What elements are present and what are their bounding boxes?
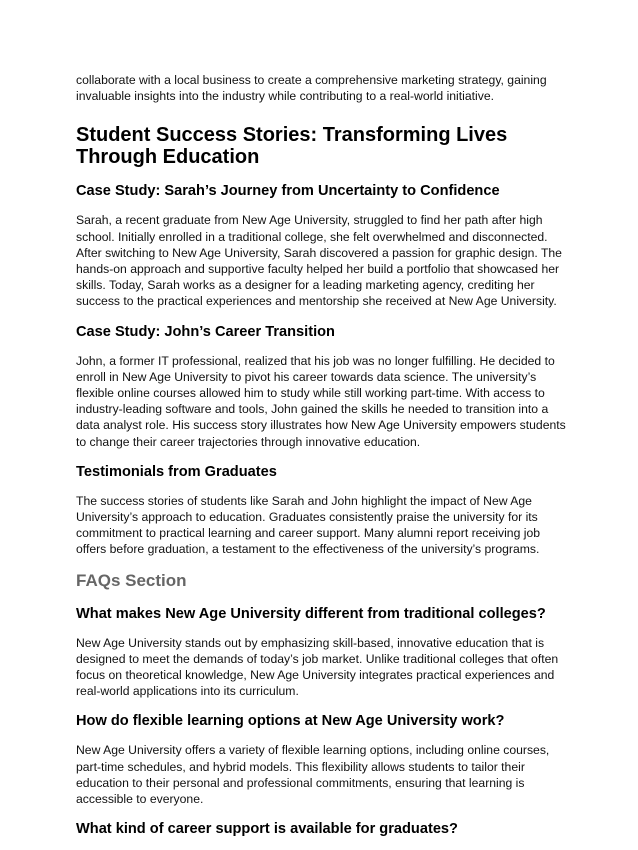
faq-question-3: What kind of career support is available for graduates? xyxy=(76,821,458,838)
faq-question-1: What makes New Age University different from traditional colleges? xyxy=(76,605,546,622)
sarah-case-study-heading: Case Study: Sarah’s Journey from Uncertainty to Confidence xyxy=(76,183,500,200)
success-stories-section xyxy=(76,124,566,557)
john-case-study-paragraph: John, a former IT professional, realized that his job was no longer fulfilling. He decided to enroll in New Age University to pivot his career towards data science. The university’s flexible online courses allowed him to study while still working part-time. With access to industry-leading software and tools, John gained the skills he needed to transition into a data analyst role. His success story illustrates how New Age University empowers students to change their career trajectories through innovative education. xyxy=(76,353,566,449)
success-stories-title: Student Success Stories: Transforming Lives Through Education xyxy=(76,124,508,169)
faq-answer-1: New Age University stands out by emphasizing skill-based, innovative education that is designed to meet the demands of today’s job market. Unlike traditional colleges that often focus on theoretical knowledge, New Age University integrates practical experiences and real-world applications into its curriculum. xyxy=(76,635,559,699)
testimonials-paragraph: The success stories of students like Sarah and John highlight the impact of New Age University’s approach to education. Graduates consistently praise the university for its commitment to practical learning and career support. Many alumni report receiving job offers before graduation, a testament to the effectiveness of the university’s programs. xyxy=(76,493,541,557)
faq-question-2: How do flexible learning options at New Age University work? xyxy=(76,713,505,730)
faqs-section xyxy=(76,571,566,839)
faq-answer-2: New Age University offers a variety of flexible learning options, including online courses, part-time schedules, and hybrid models. This flexibility allows students to tailor their education to their personal and professional commitments, ensuring that learning is accessible to everyone. xyxy=(76,743,550,807)
faqs-title: FAQs Section xyxy=(76,570,187,590)
sarah-case-study-paragraph: Sarah, a recent graduate from New Age University, struggled to find her path after high school. Initially enrolled in a traditional college, she felt overwhelmed and disconnected. After switching to New Age University, Sarah discovered a passion for graphic design. The hands-on approach and supportive faculty helped her build a portfolio that showcased her skills. Today, Sarah works as a designer for a leading marketing agency, crediting her success to the practical experiences and mentorship she received at New Age University. xyxy=(76,213,562,309)
testimonials-heading: Testimonials from Graduates xyxy=(76,463,277,480)
john-case-study-heading: Case Study: John’s Career Transition xyxy=(76,323,335,340)
document-page xyxy=(76,72,566,850)
intro-paragraph: collaborate with a local business to create a comprehensive marketing strategy, gaining invaluable insights into the industry while contributing to a real-world initiative. xyxy=(76,73,547,104)
